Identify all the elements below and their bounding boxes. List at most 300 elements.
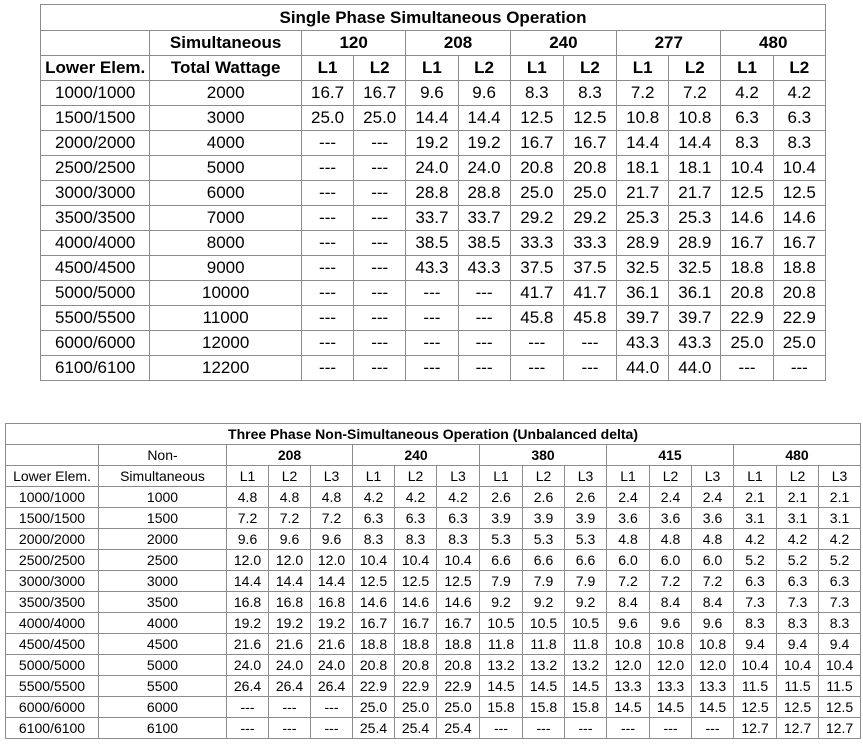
amperage-cell: --- [406, 281, 458, 306]
amperage-cell: 14.4 [617, 131, 669, 156]
amperage-cell: 36.1 [669, 281, 721, 306]
amperage-cell: 11.8 [565, 634, 607, 655]
wattage-header: Simultaneous [99, 466, 227, 487]
amperage-cell: 4.8 [311, 487, 353, 508]
table-row [41, 156, 826, 181]
amperage-cell: 26.4 [227, 676, 269, 697]
line-header: L2 [523, 466, 565, 487]
amperage-cell: 21.7 [617, 181, 669, 206]
amperage-cell: 9.4 [819, 634, 861, 655]
voltage-header: 240 [353, 445, 480, 466]
amperage-cell: 14.4 [311, 571, 353, 592]
amperage-cell: 4.2 [353, 487, 395, 508]
amperage-cell: 10.5 [480, 613, 523, 634]
amperage-cell: 21.6 [269, 634, 311, 655]
amperage-cell: --- [458, 356, 510, 381]
amperage-cell: 6.3 [773, 106, 825, 131]
amperage-cell: 14.6 [437, 592, 480, 613]
amperage-cell: 7.2 [669, 81, 721, 106]
wattage-cell: 9000 [150, 256, 302, 281]
amperage-cell: 12.5 [510, 106, 563, 131]
amperage-cell: 22.9 [395, 676, 437, 697]
amperage-cell: 14.5 [565, 676, 607, 697]
lower-elem-cell: 5500/5500 [6, 676, 99, 697]
amperage-cell: 5.3 [523, 529, 565, 550]
amperage-cell: 8.4 [692, 592, 734, 613]
amperage-cell: 8.3 [395, 529, 437, 550]
amperage-cell: 3.1 [777, 508, 819, 529]
wattage-cell: 1500 [99, 508, 227, 529]
amperage-cell: 25.0 [301, 106, 353, 131]
amperage-cell: 7.2 [607, 571, 650, 592]
amperage-cell: 10.4 [395, 550, 437, 571]
amperage-cell: 20.8 [721, 281, 773, 306]
amperage-cell: 9.6 [692, 613, 734, 634]
lower-elem-cell: 5000/5000 [41, 281, 150, 306]
amperage-cell: 5.2 [734, 550, 777, 571]
amperage-cell: 20.8 [563, 156, 616, 181]
amperage-cell: 11.8 [523, 634, 565, 655]
amperage-cell: 25.0 [510, 181, 563, 206]
amperage-cell: --- [510, 356, 563, 381]
amperage-cell: 43.3 [458, 256, 510, 281]
amperage-cell: --- [458, 281, 510, 306]
amperage-cell: 14.4 [458, 106, 510, 131]
amperage-cell: 19.2 [406, 131, 458, 156]
amperage-cell: 25.4 [395, 718, 437, 739]
line-header: L2 [269, 466, 311, 487]
amperage-cell: 20.8 [510, 156, 563, 181]
table-row [6, 655, 861, 676]
amperage-cell: 19.2 [458, 131, 510, 156]
amperage-cell: 16.8 [227, 592, 269, 613]
wattage-cell: 12000 [150, 331, 302, 356]
amperage-cell: 25.0 [773, 331, 825, 356]
amperage-cell: --- [354, 131, 406, 156]
amperage-cell: 9.4 [777, 634, 819, 655]
lower-elem-cell: 3500/3500 [41, 206, 150, 231]
amperage-cell: 20.8 [773, 281, 825, 306]
amperage-cell: 18.8 [773, 256, 825, 281]
amperage-cell: 6.3 [721, 106, 773, 131]
amperage-cell: --- [607, 718, 650, 739]
lower-elem-cell: 4500/4500 [41, 256, 150, 281]
amperage-cell: 22.9 [721, 306, 773, 331]
amperage-cell: 39.7 [669, 306, 721, 331]
amperage-cell: 12.0 [607, 655, 650, 676]
amperage-cell: 7.9 [480, 571, 523, 592]
wattage-cell: 2000 [99, 529, 227, 550]
amperage-cell: 5.3 [480, 529, 523, 550]
voltage-header: 277 [617, 31, 721, 56]
lower-elem-cell: 2500/2500 [41, 156, 150, 181]
line-header: L3 [311, 466, 353, 487]
amperage-cell: 9.6 [406, 81, 458, 106]
amperage-cell: --- [354, 331, 406, 356]
amperage-cell: --- [354, 306, 406, 331]
amperage-cell: 12.5 [563, 106, 616, 131]
amperage-cell: 16.7 [773, 231, 825, 256]
line-header: L3 [692, 466, 734, 487]
amperage-cell: 37.5 [563, 256, 616, 281]
table-title: Three Phase Non-Simultaneous Operation (Unbalanced delta) [6, 424, 861, 445]
amperage-cell: 4.8 [650, 529, 692, 550]
amperage-cell: 18.8 [353, 634, 395, 655]
amperage-cell: 25.3 [617, 206, 669, 231]
amperage-cell: 25.3 [669, 206, 721, 231]
amperage-cell: 8.3 [437, 529, 480, 550]
line-header: L2 [563, 56, 616, 81]
amperage-cell: 25.4 [353, 718, 395, 739]
amperage-cell: 25.0 [563, 181, 616, 206]
amperage-cell: 16.7 [354, 81, 406, 106]
amperage-cell: 6.3 [395, 508, 437, 529]
amperage-cell: 8.3 [563, 81, 616, 106]
lower-elem-cell: 4000/4000 [6, 613, 99, 634]
amperage-cell: 12.0 [311, 550, 353, 571]
amperage-cell: 8.3 [353, 529, 395, 550]
amperage-cell: 8.3 [777, 613, 819, 634]
amperage-cell: 32.5 [669, 256, 721, 281]
line-header: L1 [353, 466, 395, 487]
wattage-cell: 2000 [150, 81, 302, 106]
amperage-cell: 26.4 [311, 676, 353, 697]
voltage-header: 208 [227, 445, 353, 466]
amperage-cell: 7.2 [617, 81, 669, 106]
amperage-cell: 25.0 [721, 331, 773, 356]
amperage-cell: 41.7 [510, 281, 563, 306]
amperage-cell: 10.5 [565, 613, 607, 634]
three-phase-table [5, 423, 861, 739]
amperage-cell: 4.2 [773, 81, 825, 106]
amperage-cell: --- [480, 718, 523, 739]
amperage-cell: 2.1 [819, 487, 861, 508]
amperage-cell: --- [301, 156, 353, 181]
amperage-cell: 13.2 [480, 655, 523, 676]
amperage-cell: 16.7 [353, 613, 395, 634]
amperage-cell: 14.4 [269, 571, 311, 592]
wattage-cell: 4000 [150, 131, 302, 156]
amperage-cell: 25.0 [395, 697, 437, 718]
amperage-cell: 9.6 [650, 613, 692, 634]
amperage-cell: 7.2 [650, 571, 692, 592]
amperage-cell: 12.0 [269, 550, 311, 571]
table-row [41, 356, 826, 381]
amperage-cell: 24.0 [269, 655, 311, 676]
wattage-cell: 6000 [150, 181, 302, 206]
amperage-cell: 9.2 [523, 592, 565, 613]
amperage-cell: 16.7 [301, 81, 353, 106]
three-phase-body [6, 487, 861, 739]
amperage-cell: 8.4 [650, 592, 692, 613]
amperage-cell: 7.2 [227, 508, 269, 529]
line-header: L3 [565, 466, 607, 487]
lower-elem-cell: 6000/6000 [6, 697, 99, 718]
lower-elem-cell: 3500/3500 [6, 592, 99, 613]
amperage-cell: 12.5 [773, 181, 825, 206]
amperage-cell: 2.1 [734, 487, 777, 508]
amperage-cell: 14.6 [395, 592, 437, 613]
amperage-cell: 16.7 [721, 231, 773, 256]
amperage-cell: 4.2 [721, 81, 773, 106]
table-row [6, 571, 861, 592]
wattage-cell: 3500 [99, 592, 227, 613]
lower-elem-cell: 6000/6000 [41, 331, 150, 356]
amperage-cell: 15.8 [480, 697, 523, 718]
table-row [6, 487, 861, 508]
table-row [6, 529, 861, 550]
amperage-cell: 20.8 [437, 655, 480, 676]
lower-elem-cell: 2500/2500 [6, 550, 99, 571]
amperage-cell: 18.8 [395, 634, 437, 655]
amperage-cell: 5.2 [819, 550, 861, 571]
lower-elem-cell: 4000/4000 [41, 231, 150, 256]
amperage-cell: 9.6 [227, 529, 269, 550]
amperage-cell: 10.8 [692, 634, 734, 655]
amperage-cell: 14.4 [669, 131, 721, 156]
line-header: L2 [777, 466, 819, 487]
amperage-cell: 24.0 [227, 655, 269, 676]
amperage-cell: 21.6 [311, 634, 353, 655]
lower-elem-cell: 3000/3000 [41, 181, 150, 206]
amperage-cell: 24.0 [311, 655, 353, 676]
amperage-cell: 4.2 [819, 529, 861, 550]
line-header: L1 [617, 56, 669, 81]
amperage-cell: 16.7 [395, 613, 437, 634]
amperage-cell: 2.4 [692, 487, 734, 508]
amperage-cell: 14.5 [523, 676, 565, 697]
single-phase-body [41, 81, 826, 381]
table-title: Single Phase Simultaneous Operation [41, 5, 826, 31]
amperage-cell: 11.5 [777, 676, 819, 697]
amperage-cell: --- [301, 256, 353, 281]
amperage-cell: 44.0 [669, 356, 721, 381]
amperage-cell: 38.5 [406, 231, 458, 256]
amperage-cell: 16.7 [563, 131, 616, 156]
amperage-cell: 14.6 [353, 592, 395, 613]
amperage-cell: 21.6 [227, 634, 269, 655]
amperage-cell: 10.4 [734, 655, 777, 676]
amperage-cell: 28.8 [406, 181, 458, 206]
amperage-cell: 7.9 [523, 571, 565, 592]
amperage-cell: 12.5 [353, 571, 395, 592]
line-header: L1 [734, 466, 777, 487]
empty-header-cell [6, 445, 99, 466]
amperage-cell: --- [301, 206, 353, 231]
amperage-cell: --- [301, 356, 353, 381]
amperage-cell: 43.3 [617, 331, 669, 356]
amperage-cell: 4.8 [227, 487, 269, 508]
line-header: L3 [819, 466, 861, 487]
amperage-cell: 19.2 [269, 613, 311, 634]
table-row [6, 592, 861, 613]
wattage-cell: 1000 [99, 487, 227, 508]
amperage-cell: 18.8 [437, 634, 480, 655]
amperage-cell: 12.5 [395, 571, 437, 592]
amperage-cell: 33.3 [563, 231, 616, 256]
table-row [41, 131, 826, 156]
amperage-cell: --- [406, 331, 458, 356]
amperage-cell: 9.2 [565, 592, 607, 613]
amperage-cell: --- [406, 306, 458, 331]
amperage-cell: 15.8 [565, 697, 607, 718]
amperage-cell: 45.8 [563, 306, 616, 331]
amperage-cell: 7.3 [819, 592, 861, 613]
amperage-cell: 16.7 [510, 131, 563, 156]
amperage-cell: 18.8 [721, 256, 773, 281]
voltage-header: 240 [510, 31, 616, 56]
amperage-cell: --- [311, 718, 353, 739]
wattage-cell: 6000 [99, 697, 227, 718]
voltage-header: 380 [480, 445, 607, 466]
amperage-cell: 8.3 [510, 81, 563, 106]
wattage-header: Simultaneous [150, 31, 302, 56]
amperage-cell: 9.6 [458, 81, 510, 106]
amperage-cell: 12.0 [692, 655, 734, 676]
amperage-cell: 6.0 [607, 550, 650, 571]
table-row [41, 256, 826, 281]
amperage-cell: --- [269, 718, 311, 739]
amperage-cell: 13.2 [565, 655, 607, 676]
amperage-cell: --- [301, 306, 353, 331]
amperage-cell: 43.3 [669, 331, 721, 356]
amperage-cell: 6.3 [819, 571, 861, 592]
wattage-cell: 10000 [150, 281, 302, 306]
amperage-cell: 6.0 [650, 550, 692, 571]
wattage-cell: 4500 [99, 634, 227, 655]
amperage-cell: 10.4 [721, 156, 773, 181]
amperage-cell: 4.2 [777, 529, 819, 550]
amperage-cell: 10.5 [523, 613, 565, 634]
amperage-cell: --- [650, 718, 692, 739]
amperage-cell: 9.6 [311, 529, 353, 550]
amperage-cell: 20.8 [353, 655, 395, 676]
lower-elem-cell: 6100/6100 [41, 356, 150, 381]
line-header: L1 [406, 56, 458, 81]
voltage-header: 120 [301, 31, 405, 56]
amperage-cell: 3.6 [607, 508, 650, 529]
amperage-cell: --- [354, 356, 406, 381]
amperage-cell: 6.6 [565, 550, 607, 571]
table-row [6, 550, 861, 571]
amperage-cell: 16.8 [311, 592, 353, 613]
amperage-cell: --- [227, 697, 269, 718]
amperage-cell: 2.1 [777, 487, 819, 508]
wattage-cell: 2500 [99, 550, 227, 571]
line-header: L1 [227, 466, 269, 487]
line-header: L2 [395, 466, 437, 487]
line-header: L2 [773, 56, 825, 81]
amperage-cell: 12.5 [819, 697, 861, 718]
line-header: L1 [301, 56, 353, 81]
amperage-cell: 10.8 [617, 106, 669, 131]
amperage-cell: 4.8 [607, 529, 650, 550]
table-row [41, 306, 826, 331]
amperage-cell: 12.5 [777, 697, 819, 718]
empty-header-cell [41, 31, 150, 56]
wattage-cell: 3000 [99, 571, 227, 592]
amperage-cell: 11.5 [819, 676, 861, 697]
amperage-cell: 14.6 [721, 206, 773, 231]
lower-elem-cell: 1000/1000 [41, 81, 150, 106]
amperage-cell: 6.3 [353, 508, 395, 529]
amperage-cell: --- [354, 156, 406, 181]
amperage-cell: --- [301, 181, 353, 206]
amperage-cell: 22.9 [437, 676, 480, 697]
wattage-cell: 3000 [150, 106, 302, 131]
lower-elem-cell: 1500/1500 [41, 106, 150, 131]
amperage-cell: 14.6 [773, 206, 825, 231]
amperage-cell: 3.6 [692, 508, 734, 529]
amperage-cell: 13.2 [523, 655, 565, 676]
wattage-cell: 8000 [150, 231, 302, 256]
amperage-cell: --- [565, 718, 607, 739]
amperage-cell: 12.0 [227, 550, 269, 571]
line-header: L1 [607, 466, 650, 487]
amperage-cell: 5.3 [565, 529, 607, 550]
amperage-cell: 22.9 [773, 306, 825, 331]
amperage-cell: 38.5 [458, 231, 510, 256]
table-row [6, 676, 861, 697]
amperage-cell: 8.3 [721, 131, 773, 156]
wattage-cell: 4000 [99, 613, 227, 634]
amperage-cell: 18.1 [669, 156, 721, 181]
amperage-cell: 3.9 [523, 508, 565, 529]
lower-elem-cell: 2000/2000 [41, 131, 150, 156]
amperage-cell: 16.8 [269, 592, 311, 613]
amperage-cell: 6.3 [777, 571, 819, 592]
amperage-cell: 7.2 [311, 508, 353, 529]
amperage-cell: 13.3 [692, 676, 734, 697]
lower-elem-cell: 6100/6100 [6, 718, 99, 739]
wattage-header: Non- [99, 445, 227, 466]
amperage-cell: 12.5 [437, 571, 480, 592]
wattage-cell: 12200 [150, 356, 302, 381]
table-row [6, 634, 861, 655]
amperage-cell: 41.7 [563, 281, 616, 306]
amperage-cell: --- [354, 181, 406, 206]
amperage-cell: 12.0 [650, 655, 692, 676]
wattage-cell: 7000 [150, 206, 302, 231]
table-row [6, 718, 861, 739]
lower-elem-cell: 2000/2000 [6, 529, 99, 550]
amperage-cell: 28.8 [458, 181, 510, 206]
wattage-cell: 5000 [99, 655, 227, 676]
amperage-cell: 3.1 [734, 508, 777, 529]
table-row [41, 281, 826, 306]
amperage-cell: 10.4 [773, 156, 825, 181]
amperage-cell: 7.2 [269, 508, 311, 529]
amperage-cell: --- [354, 256, 406, 281]
amperage-cell: 45.8 [510, 306, 563, 331]
amperage-cell: 12.7 [819, 718, 861, 739]
amperage-cell: 4.8 [269, 487, 311, 508]
amperage-cell: 2.6 [523, 487, 565, 508]
table-row [41, 81, 826, 106]
amperage-cell: --- [692, 718, 734, 739]
amperage-cell: 8.3 [773, 131, 825, 156]
amperage-cell: 4.8 [692, 529, 734, 550]
amperage-cell: 9.6 [269, 529, 311, 550]
amperage-cell: 7.3 [734, 592, 777, 613]
amperage-cell: 6.0 [692, 550, 734, 571]
amperage-cell: 19.2 [311, 613, 353, 634]
amperage-cell: 9.6 [607, 613, 650, 634]
table-row [41, 231, 826, 256]
amperage-cell: 24.0 [406, 156, 458, 181]
amperage-cell: --- [311, 697, 353, 718]
amperage-cell: --- [563, 356, 616, 381]
